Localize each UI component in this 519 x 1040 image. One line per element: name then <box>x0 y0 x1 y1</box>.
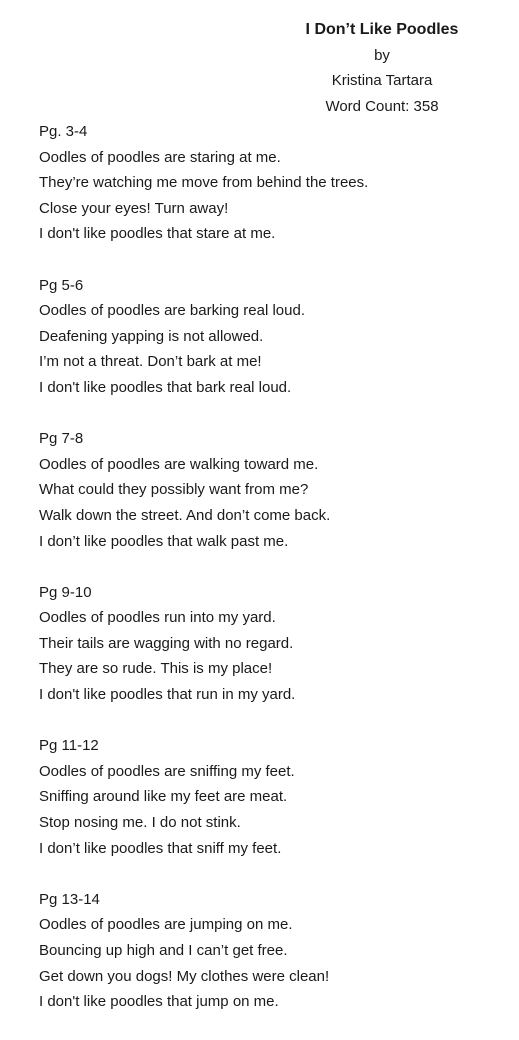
poem-line: Deafening yapping is not allowed. <box>39 327 264 345</box>
poem-line: I don't like poodles that jump on me. <box>39 993 279 1011</box>
author-name: Kristina Tartara <box>331 72 433 90</box>
poem-line: I don't like poodles that stare at me. <box>39 225 276 243</box>
poem-section <box>39 119 509 247</box>
poem-section <box>39 426 509 554</box>
poem-line: I don’t like poodles that walk past me. <box>39 532 289 550</box>
poem-line: Sniffing around like my feet are meat. <box>39 788 288 806</box>
poem-line: They’re watching me move from behind the trees. <box>39 174 369 192</box>
poem-line: Close your eyes! Turn away! <box>39 199 229 217</box>
poem-line: Oodles of poodles run into my yard. <box>39 609 276 627</box>
poem-line: Stop nosing me. I do not stink. <box>39 814 241 832</box>
poem-body <box>39 119 509 1040</box>
poem-line: Oodles of poodles are walking toward me. <box>39 455 319 473</box>
poem-line: They are so rude. This is my place! <box>39 660 273 678</box>
poem-section <box>39 733 509 861</box>
section-heading: Pg 7-8 <box>39 430 84 448</box>
poem-line: What could they possibly want from me? <box>39 481 309 499</box>
poem-line: I’m not a threat. Don’t bark at me! <box>39 353 262 371</box>
section-heading: Pg 11-12 <box>39 737 99 755</box>
poem-line: Oodles of poodles are barking real loud. <box>39 302 306 320</box>
word-count: Word Count: 358 <box>325 97 439 115</box>
section-heading: Pg 5-6 <box>39 276 84 294</box>
poem-line: Walk down the street. And don’t come back. <box>39 506 331 524</box>
poem-line: Oodles of poodles are sniffing my feet. <box>39 762 295 780</box>
section-heading: Pg 13-14 <box>39 890 100 908</box>
byline-by: by <box>374 46 390 64</box>
document-title: I Don’t Like Poodles <box>305 21 459 38</box>
section-heading: Pg. 3-4 <box>39 123 88 140</box>
poem-line: Oodles of poodles are staring at me. <box>39 148 281 166</box>
document-header <box>252 17 512 119</box>
poem-line: Get down you dogs! My clothes were clean! <box>39 967 330 985</box>
poem-section <box>39 887 509 1015</box>
poem-line: I don’t like poodles that sniff my feet. <box>39 839 282 857</box>
poem-line: I don't like poodles that run in my yard. <box>39 686 296 704</box>
section-heading: Pg 9-10 <box>39 583 92 601</box>
poem-line: Their tails are wagging with no regard. <box>39 634 294 652</box>
poem-section <box>39 273 509 401</box>
poem-line: Bouncing up high and I can’t get free. <box>39 942 288 959</box>
poem-section <box>39 580 509 708</box>
poem-line: Oodles of poodles are jumping on me. <box>39 916 293 934</box>
poem-line: I don't like poodles that bark real loud. <box>39 378 292 396</box>
